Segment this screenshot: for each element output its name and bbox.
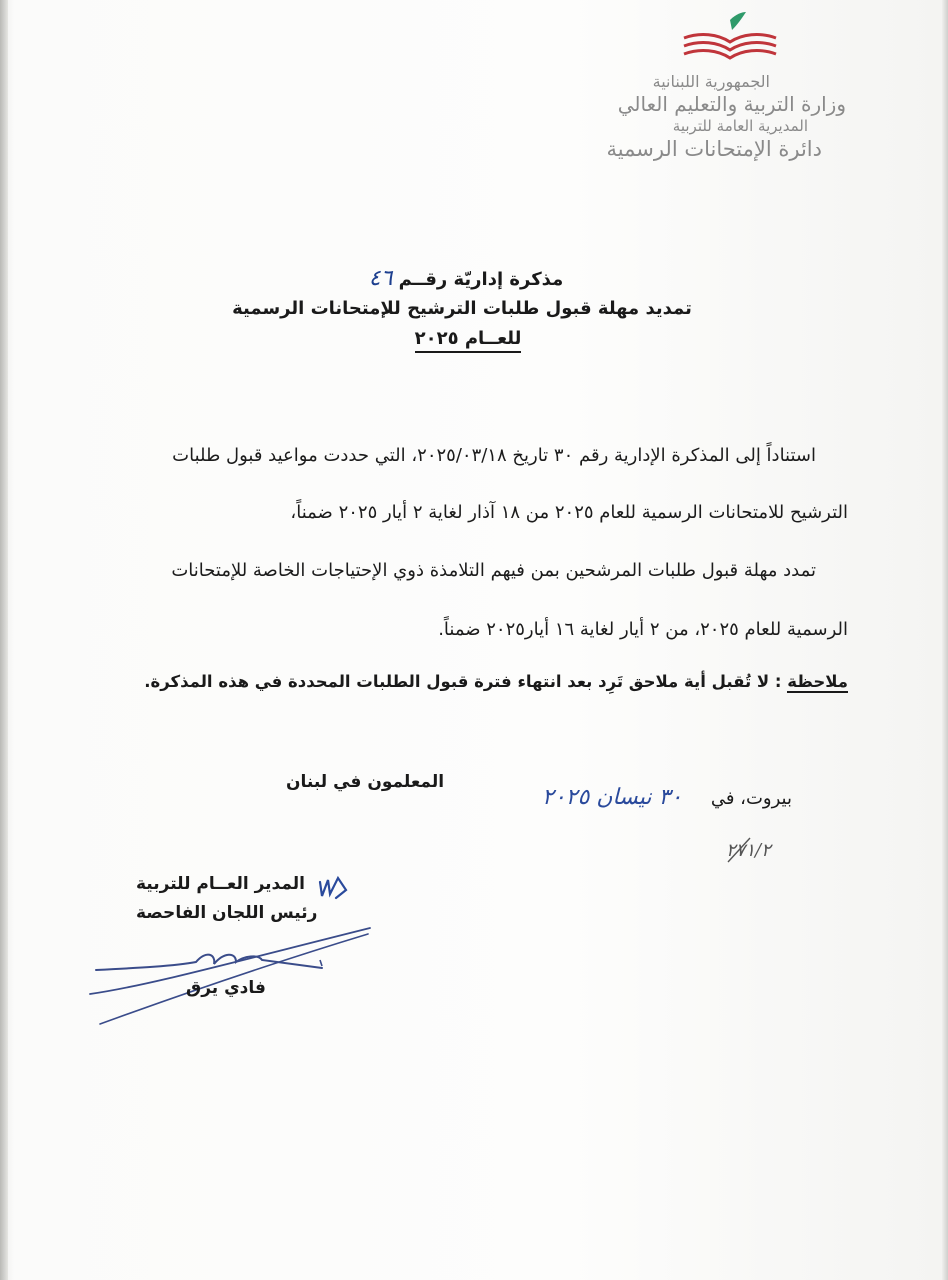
handwritten-reference-text: ٢٧١/٢ bbox=[726, 840, 771, 861]
handwritten-reference bbox=[722, 832, 812, 868]
signatory-role: رئيس اللجان الفاحصة bbox=[136, 903, 318, 923]
body-line-2: الترشيح للامتحانات الرسمية للعام ٢٠٢٥ من ١٨ آذار لغاية ٢ أيار ٢٠٢٥ ضمناً، bbox=[290, 502, 848, 523]
letterhead-directorate: المديرية العامة للتربية bbox=[672, 117, 808, 135]
note-label: ملاحظة bbox=[787, 672, 848, 691]
page-edge-right bbox=[942, 0, 948, 1280]
memo-year-line bbox=[0, 328, 942, 349]
memo-year-text: للعــام ٢٠٢٥ bbox=[415, 328, 522, 353]
letterhead-department: دائرة الإمتحانات الرسمية bbox=[606, 137, 822, 161]
signatory-name: فادي يرق bbox=[186, 978, 266, 998]
city-date-label: بيروت، في bbox=[710, 788, 792, 809]
letterhead-republic: الجمهورية اللبنانية bbox=[652, 72, 770, 91]
memo-number-line bbox=[0, 266, 940, 291]
recipients-label: المعلمون في لبنان bbox=[286, 772, 445, 792]
letterhead-ministry: وزارة التربية والتعليم العالي bbox=[617, 92, 846, 116]
memo-subject: تمديد مهلة قبول طلبات الترشيح للإمتحانات الرسمية bbox=[232, 298, 692, 319]
handwritten-date-text: ٣٠ نيسان ٢٠٢٥ bbox=[542, 785, 683, 810]
page-edge-left bbox=[0, 0, 8, 1280]
body-line-1: استناداً إلى المذكرة الإدارية رقم ٣٠ تاريخ ٢٠٢٥/٠٣/١٨، التي حددت مواعيد قبول طلبات bbox=[172, 445, 816, 466]
signatory-title: المدير العــام للتربية bbox=[136, 874, 305, 894]
memo-number-handwritten: ٤٦ bbox=[368, 266, 393, 291]
signature-icon bbox=[86, 920, 376, 1030]
initial-mark-icon bbox=[316, 872, 356, 904]
memo-number-label: مذكرة إداريّة رقــم bbox=[398, 269, 564, 290]
handwritten-date bbox=[540, 780, 700, 814]
body-line-4: الرسمية للعام ٢٠٢٥، من ٢ أيار لغاية ١٦ أيار٢٠٢٥ ضمناً. bbox=[438, 619, 848, 640]
note-text: : لا تُقبل أية ملاحق تَرِد بعد انتهاء فترة قبول الطلبات المحددة في هذه المذكرة. bbox=[144, 672, 788, 691]
ministry-logo-icon bbox=[680, 12, 780, 68]
note-paragraph bbox=[144, 672, 848, 691]
body-line-3: تمدد مهلة قبول طلبات المرشحين بمن فيهم التلامذة ذوي الإحتياجات الخاصة للإمتحانات bbox=[171, 560, 816, 581]
